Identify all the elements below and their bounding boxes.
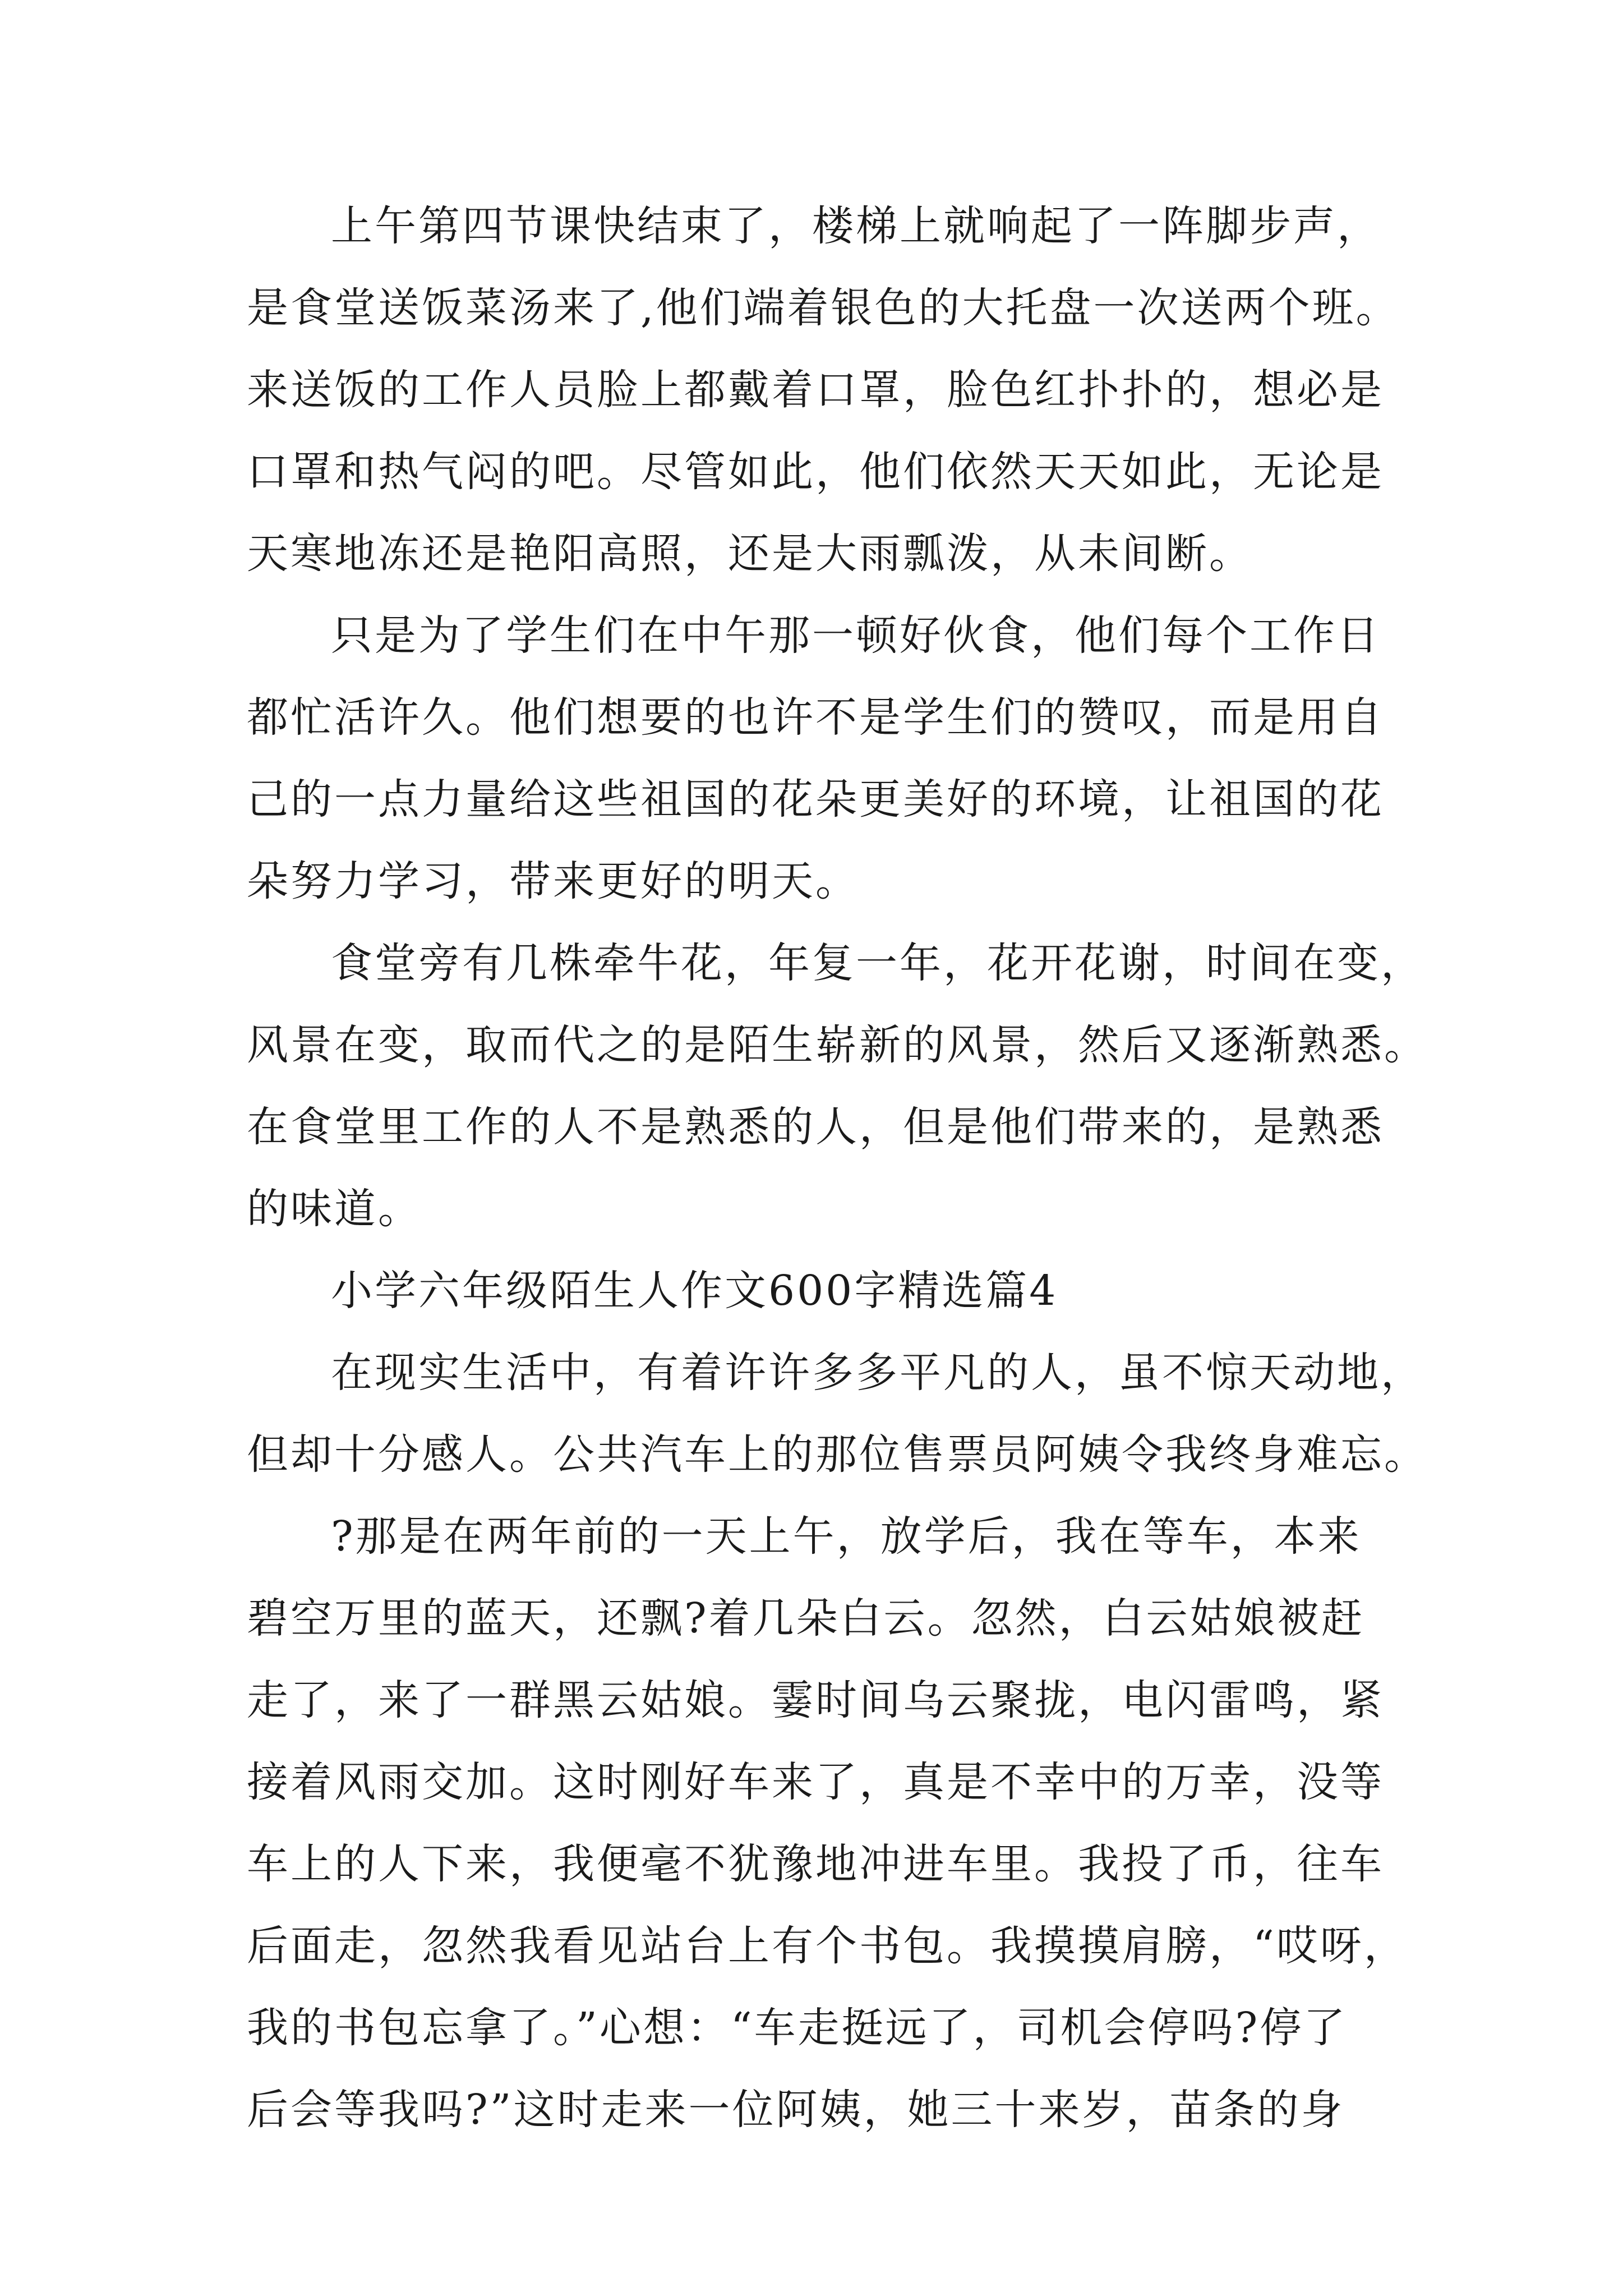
text-line: 后面走，忽然我看见站台上有个书包。我摸摸肩膀，“哎呀， <box>247 1922 1408 1970</box>
text-line: 只是为了学生们在中午那一顿好伙食，他们每个工作日 <box>331 611 1381 660</box>
text-line: 在现实生活中，有着许许多多平凡的人，虽不惊天动地， <box>331 1349 1424 1397</box>
text-line: 碧空万里的蓝天，还飘?着几朵白云。忽然，白云姑娘被赶 <box>247 1594 1365 1642</box>
text-line: 上午第四节课快结束了，楼梯上就响起了一阵脚步声， <box>331 202 1381 250</box>
text-line: 口罩和热气闷的吧。尽管如此，他们依然天天如此，无论是 <box>247 448 1384 496</box>
text-line: 都忙活许久。他们想要的也许不是学生们的赞叹，而是用自 <box>247 693 1384 742</box>
text-line: 风景在变，取而代之的是陌生崭新的风景，然后又逐渐熟悉。 <box>247 1021 1428 1069</box>
text-line: 走了，来了一群黑云姑娘。霎时间乌云聚拢，电闪雷鸣，紧 <box>247 1676 1384 1724</box>
text-line: 朵努力学习，带来更好的明天。 <box>247 857 859 905</box>
section-heading: 小学六年级陌生人作文600字精选篇4 <box>331 1267 1058 1315</box>
text-line: 是食堂送饭菜汤来了,他们端着银色的大托盘一次送两个班。 <box>247 284 1400 332</box>
text-line: 但却十分感人。公共汽车上的那位售票员阿姨令我终身难忘。 <box>247 1430 1428 1479</box>
text-line: 接着风雨交加。这时刚好车来了，真是不幸中的万幸，没等 <box>247 1758 1384 1806</box>
article-body <box>247 185 1428 2151</box>
text-line: 车上的人下来，我便毫不犹豫地冲进车里。我投了币，往车 <box>247 1840 1384 1888</box>
text-line: 来送饭的工作人员脸上都戴着口罩，脸色红扑扑的，想必是 <box>247 366 1384 414</box>
text-line: 的味道。 <box>247 1185 422 1233</box>
text-line: ?那是在两年前的一天上午，放学后，我在等车，本来 <box>331 1512 1362 1561</box>
text-line: 食堂旁有几株牵牛花，年复一年，花开花谢，时间在变， <box>331 939 1424 987</box>
text-line: 后会等我吗?”这时走来一位阿姨，她三十来岁，苗条的身 <box>247 2086 1345 2134</box>
text-line: 己的一点力量给这些祖国的花朵更美好的环境，让祖国的花 <box>247 775 1384 823</box>
text-line: 天寒地冻还是艳阳高照，还是大雨瓢泼，从未间断。 <box>247 530 1253 578</box>
text-line: 我的书包忘拿了。”心想：“车走挺远了，司机会停吗?停了 <box>247 2004 1348 2052</box>
text-line: 在食堂里工作的人不是熟悉的人，但是他们带来的，是熟悉 <box>247 1103 1384 1151</box>
